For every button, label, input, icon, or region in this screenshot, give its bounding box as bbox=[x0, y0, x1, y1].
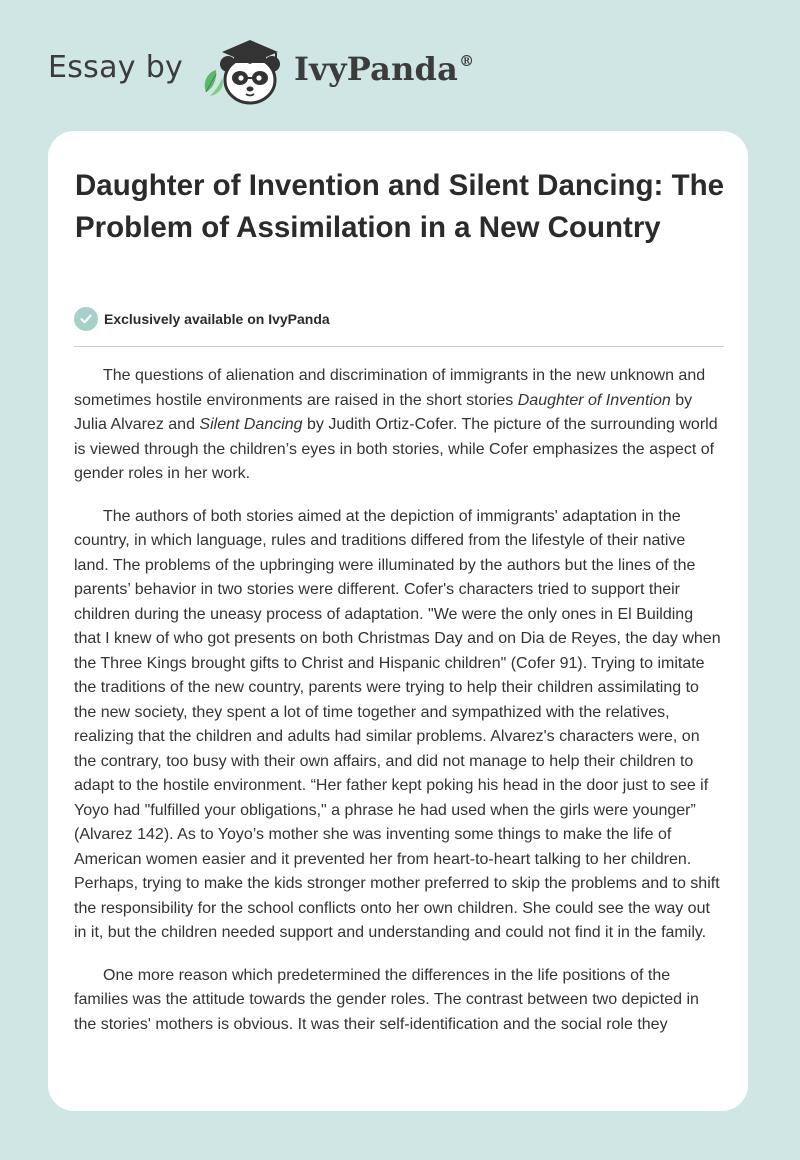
essay-card bbox=[48, 131, 748, 1111]
paragraph-1 bbox=[74, 364, 724, 487]
panda-logo-icon[interactable] bbox=[200, 34, 292, 108]
brand-text: IvyPanda bbox=[294, 50, 459, 88]
paragraph-1-text-c: by Julia Alvarez and bbox=[74, 391, 693, 433]
paragraph-3: One more reason which predetermined the differences in the life positions of the families was the attitude towards the gender roles. The contrast between two depicted in the stories' mothers is obvious. It was their self-identification and the social role they bbox=[74, 966, 699, 1033]
essay-body bbox=[74, 364, 724, 1055]
leaf-icon bbox=[205, 70, 223, 96]
book-title-silent-dancing: Silent Dancing bbox=[199, 416, 303, 433]
essay-title: Daughter of Invention and Silent Dancing: The Problem of Assimilation in a New Country bbox=[75, 169, 725, 244]
essay-by-label: Essay by bbox=[48, 50, 184, 85]
site-header bbox=[0, 0, 800, 120]
divider bbox=[74, 346, 724, 347]
paragraph-2: The authors of both stories aimed at the depiction of immigrants' adaptation in the country, in which language, rules and traditions differed from the lifestyle of their native land. The problems of the upbringing were illuminated by the authors but the lines of the parents’ behavior in two stories were different. Cofer's characters tried to support their children during the uneasy process of adaptation. "We were the only ones in El Building that I knew of who got presents on both Christmas Day and on Dia de Reyes, the day when the Three Kings brought gifts to Christ and Hispanic children" (Cofer 91). Trying to imitate the traditions of the new country, parents were trying to help their children assimilating to the new society, they spent a lot of time together and sympathized with the relatives, realizing that the children and adults had similar problems. Alvarez's characters were, on the contrary, too busy with their own affairs, and did not manage to help their children to adapt to the hostile environment. “Her father kept poking his head in the door just to see if Yoyo had "fulfilled your obligations," a phrase he had used when the girls were younger” (Alvarez 142). As to Yoyo’s mother she was inventing some things to make the life of American women easier and it prevented her from heart-to-heart talking to her children. Perhaps, trying to make the kids stronger mother preferred to skip the problems and to shift the responsibility for the school conflicts onto her own children. She could see the way out in it, but the children needed support and understanding and could not find it in the family. bbox=[74, 507, 721, 941]
paragraph-1-text-a: The questions of alienation and discrimination of immigrants in the new unknown and sometimes hostile environments are raised in the short stories bbox=[74, 367, 706, 409]
brand-name[interactable] bbox=[294, 50, 474, 88]
registered-mark: ® bbox=[459, 52, 475, 70]
exclusive-badge bbox=[74, 306, 330, 332]
checkmark-icon bbox=[74, 307, 98, 331]
paragraph-1-text-e: by Judith Ortiz-Cofer. The picture of the surrounding world is viewed through the children’s eyes in both stories, while Cofer emphasizes the aspect of gender roles in her work. bbox=[74, 416, 718, 482]
book-title-daughter-of-invention: Daughter of Invention bbox=[517, 391, 671, 409]
exclusive-label: Exclusively available on IvyPanda bbox=[104, 311, 330, 327]
